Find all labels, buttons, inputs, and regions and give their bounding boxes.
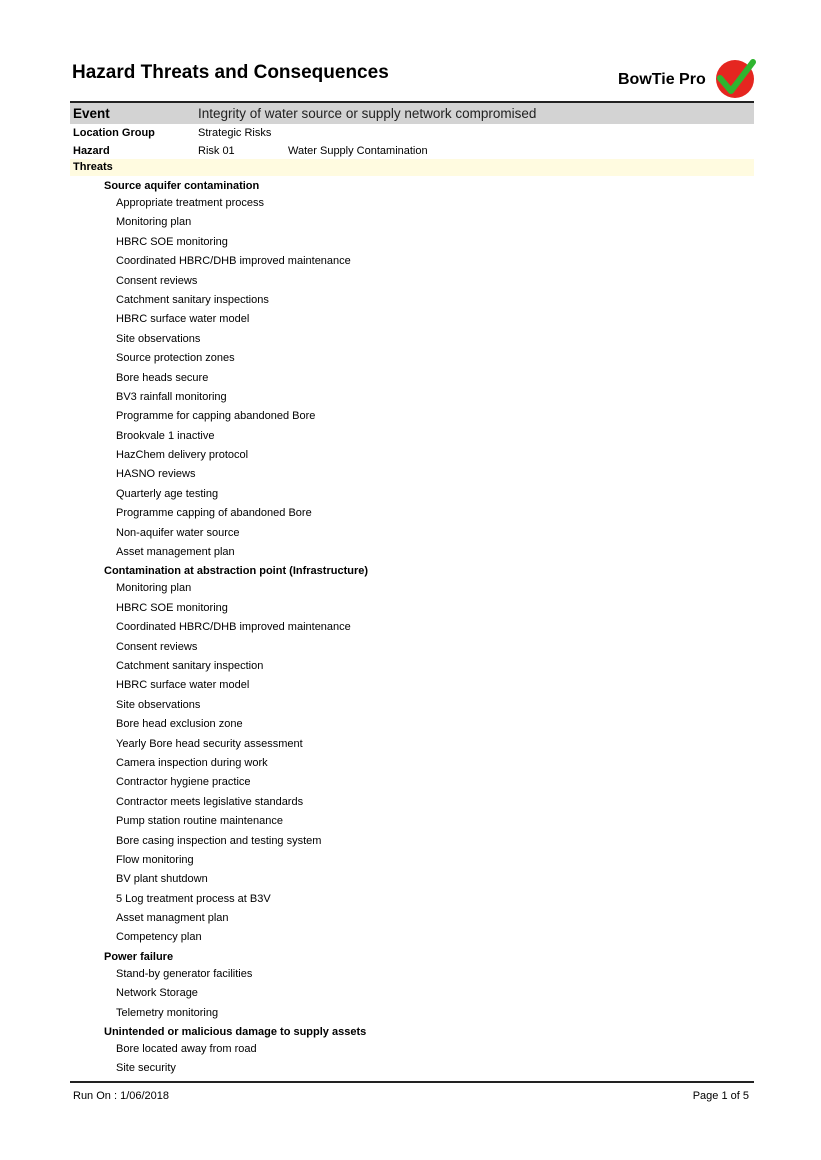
threats-section-header <box>70 159 754 176</box>
control-item: Contractor meets legislative standards <box>116 795 304 808</box>
threat-heading: Source aquifer contamination <box>104 180 260 192</box>
control-item: Catchment sanitary inspections <box>116 293 269 306</box>
control-item: Programme for capping abandoned Bore <box>116 410 316 423</box>
control-item: Source protection zones <box>116 352 235 365</box>
control-item: Site observations <box>116 332 201 345</box>
control-item: Pump station routine maintenance <box>116 815 283 828</box>
footer-divider <box>70 1081 754 1083</box>
control-item: Consent reviews <box>116 274 198 287</box>
page-number: Page 1 of 5 <box>692 1090 749 1102</box>
control-item: Flow monitoring <box>116 853 194 866</box>
control-item: Catchment sanitary inspection <box>116 659 264 672</box>
control-item: HBRC surface water model <box>116 679 250 692</box>
control-item: HBRC surface water model <box>116 313 250 326</box>
control-item: BV plant shutdown <box>116 873 208 886</box>
control-item: Network Storage <box>116 987 198 1000</box>
control-item: Monitoring plan <box>116 216 192 229</box>
control-item: Brookvale 1 inactive <box>116 429 215 442</box>
event-label: Event <box>73 106 110 121</box>
control-item: Contractor hygiene practice <box>116 776 251 789</box>
control-item: Camera inspection during work <box>116 756 268 769</box>
control-item: Bore located away from road <box>116 1043 257 1056</box>
control-item: HBRC SOE monitoring <box>116 601 228 614</box>
checkmark-icon <box>714 58 756 100</box>
control-item: Site security <box>116 1062 176 1075</box>
control-item: Coordinated HBRC/DHB improved maintenance <box>116 255 351 268</box>
control-item: Monitoring plan <box>116 582 192 595</box>
logo-text: BowTie Pro <box>618 71 706 88</box>
hazard-name: Water Supply Contamination <box>288 145 428 157</box>
threat-list <box>0 179 821 1081</box>
location-group-label: Location Group <box>73 127 155 139</box>
control-item: HASNO reviews <box>116 468 196 481</box>
report-title: Hazard Threats and Consequences <box>72 62 389 83</box>
control-item: HazChem delivery protocol <box>116 449 249 462</box>
control-item: Bore head exclusion zone <box>116 718 243 731</box>
hazard-label: Hazard <box>73 145 110 157</box>
control-item: Telemetry monitoring <box>116 1006 219 1019</box>
control-item: BV3 rainfall monitoring <box>116 390 227 403</box>
hazard-code: Risk 01 <box>198 145 235 157</box>
run-on-date: Run On : 1/06/2018 <box>73 1090 170 1102</box>
control-item: Bore heads secure <box>116 371 209 384</box>
control-item: Programme capping of abandoned Bore <box>116 507 312 520</box>
control-item: Coordinated HBRC/DHB improved maintenance <box>116 621 351 634</box>
threat-heading: Power failure <box>104 950 174 963</box>
control-item: Stand-by generator facilities <box>116 967 253 980</box>
control-item: HBRC SOE monitoring <box>116 235 228 248</box>
control-item: Non-aquifer water source <box>116 526 240 539</box>
control-item: Asset managment plan <box>116 912 229 925</box>
control-item: Site observations <box>116 698 201 711</box>
bowtie-pro-logo <box>618 58 758 100</box>
control-item: Yearly Bore head security assessment <box>116 737 303 750</box>
control-item: Appropriate treatment process <box>116 197 264 209</box>
threat-heading: Contamination at abstraction point (Infrastructure) <box>104 565 369 578</box>
control-item: Consent reviews <box>116 640 198 653</box>
event-row <box>70 103 754 124</box>
threats-label: Threats <box>73 161 113 173</box>
control-item: Quarterly age testing <box>116 487 219 500</box>
event-value: Integrity of water source or supply network compromised <box>198 106 537 121</box>
control-item: Bore casing inspection and testing system <box>116 834 322 847</box>
threat-heading: Unintended or malicious damage to supply assets <box>104 1026 367 1039</box>
location-group-value: Strategic Risks <box>198 127 272 139</box>
control-item: Asset management plan <box>116 546 235 559</box>
control-item: Competency plan <box>116 931 202 944</box>
control-item: 5 Log treatment process at B3V <box>116 892 271 905</box>
